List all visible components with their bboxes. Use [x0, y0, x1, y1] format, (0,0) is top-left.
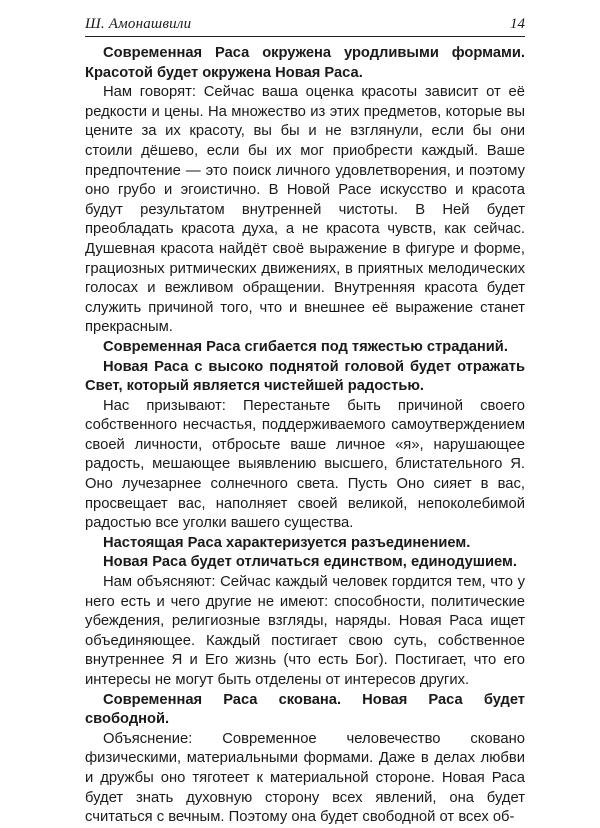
running-header: [85, 14, 525, 37]
section-heading-suffering: Современная Раса сгибается под тяжестью страданий.: [103, 338, 508, 355]
paragraph-beauty: Нам говорят: Сейчас ваша оценка красоты зависит от её редкости и цены. На множество из этих предметов, которые вы цените за их красоту, вы бы и не взглянули, если бы они стоили дёшево, если бы их мог приобрести каждый. Ваше предпочтение — это поиск личного удовлетворения, и поэтому оно грубо и эгоистично. В Новой Расе искусство и красота будут результатом внутренней чистоты. В Ней будет преобладать красота духа, а не красота чувств, как сейчас. Душевная красота найдёт своё выражение в фигуре и форме, грациозных ритмических движениях, в приятных мелодических голосах и вежливом обращении. Внутренняя красота будет служить причиной того, что и внешнее её выражение станет прекрасным.: [85, 84, 525, 336]
page-body: [85, 44, 525, 828]
section-heading-beauty: Современная Раса окружена уродливыми формами. Красотой будет окружена Новая Раса.: [85, 45, 525, 81]
section-heading-unity: Новая Раса будет отличаться единством, единодушием.: [103, 554, 517, 571]
paragraph-unity: Нам объясняют: Сейчас каждый человек гордится тем, что у него есть и чего другие не имеют: способности, политические убеждения, религиозные взгляды, наряды. Новая Раса ищет объединяющее. Каждый постигает свою суть, собственное внутреннее Я и Его жизнь (что есть Бог). Постигает, что его интересы не могут быть отделены от интересов других.: [85, 574, 525, 688]
page-number: 14: [510, 16, 525, 32]
paragraph-joy: Нас призывают: Перестаньте быть причиной своего собственного несчастья, поддерживаемого самоутверждением своей личности, отбросьте ваше личное «я», нарушающее радость, мешающее выявлению высшего, блистательного Я. Оно лучезарнее солнечного света. Пусть Оно сияет в вас, просвещает вас, наполняет своей великой, непоколебимой радостью все уголки вашего существа.: [85, 397, 525, 532]
paragraph-freedom: Объяснение: Современное человечество сковано физическими, материальными формами. Даже в делах любви и дружбы оно тяготеет к материальной стороне. Новая Раса будет знать духовную сторону всех явлений, она будет считаться с вечным. Поэтому она будет свободной от всех об-: [85, 730, 525, 826]
section-heading-freedom: Современная Раса скована. Новая Раса будет свободной.: [85, 691, 525, 728]
author-name: Ш. Амонашвили: [85, 16, 192, 32]
section-heading-division: Настоящая Раса характеризуется разъединением.: [103, 534, 471, 551]
section-heading-light: Новая Раса с высоко поднятой головой будет отражать Свет, который является чистейшей радостью.: [85, 358, 525, 395]
